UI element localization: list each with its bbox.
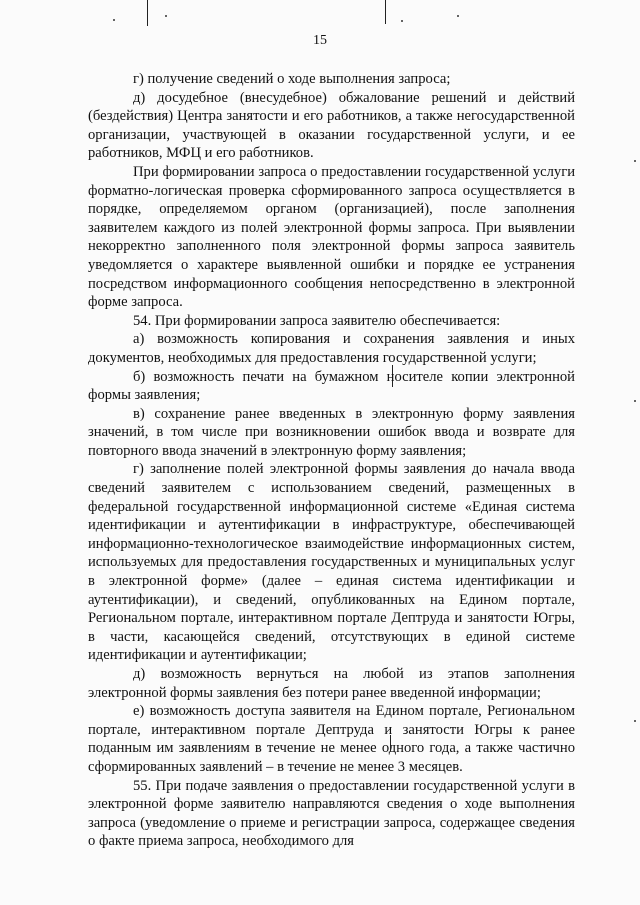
paragraph-54: 54. При формировании запроса заявителю обеспечивается: xyxy=(133,312,501,329)
scan-speck xyxy=(634,160,636,162)
paragraph-item-d-appeal: д) досудебное (внесудебное) обжалование решений и действий (бездействия) Центра занятости и его работников, а также негосударственной организации, участвующей в оказании государственной услуги, и ее работников, МФЦ и его работников. xyxy=(88,89,575,162)
scan-speck xyxy=(457,15,459,17)
paragraph-54-g: г) заполнение полей электронной формы заявления до начала ввода сведений заявителем с использованием сведений, размещенных в федеральной государственной информационной системе «Единая система идентификации и аутентификации в инфраструктуре, обеспечивающей информационно-технологическое взаимодействие информационных систем, используемых для предоставления государственных и муниципальных услуг в электронной форме» (далее – единая система идентификации и аутентификации), и сведений, опубликованных на Едином портале, Региональном портале, интерактивном портале Дептруда и занятости Югры, в части, касающейся сведений, отсутствующих в единой системе идентификации и аутентификации; xyxy=(88,461,575,664)
scan-speck xyxy=(634,720,636,722)
paragraph-54-d: д) возможность вернуться на любой из этапов заполнения электронной формы заявления без потери ранее введенной информации; xyxy=(88,666,575,701)
page-number: 15 xyxy=(313,33,327,48)
scan-speck xyxy=(113,19,115,21)
paragraph-item-g-status: г) получение сведений о ходе выполнения запроса; xyxy=(133,71,451,87)
paragraph-54-e: е) возможность доступа заявителя на Едином портале, Региональном портале, интерактивном портале Дептруда и занятости Югры к ранее поданным им заявлениям в течение не менее одного года, а также частично сформированных заявлений – в течение не менее 3 месяцев. xyxy=(88,703,575,775)
paragraph-54-v: в) сохранение ранее введенных в электронную форму заявления значений, в том числе при возникновении ошибок ввода и возврате для повторного ввода значений в электронную форму заявления; xyxy=(88,405,575,459)
scan-speck xyxy=(401,20,403,22)
paragraph-54-b: б) возможность печати на бумажном носителе копии электронной формы заявления; xyxy=(88,368,575,404)
scan-mark xyxy=(147,0,148,26)
scan-mark xyxy=(385,0,386,24)
scan-speck xyxy=(165,15,167,17)
document-body xyxy=(88,70,575,851)
paragraph-54-a: а) возможность копирования и сохранения заявления и иных документов, необходимых для предоставления государственной услуги; xyxy=(88,331,575,366)
paragraph-format-check: При формировании запроса о предоставлении государственной услуги форматно-логическая проверка сформированного запроса осуществляется в порядке, определяемом органом (организацией), после заполнения заявителем каждого из полей электронной формы запроса. При выявлении некорректно заполненного поля электронной формы запроса заявитель уведомляется о характере выявленной ошибки и порядке ее устранения посредством информационного сообщения непосредственно в электронной форме запроса. xyxy=(88,163,575,311)
scan-speck xyxy=(634,400,636,402)
paragraph-55: 55. При подаче заявления о предоставлении государственной услуги в электронной форме заявителю направляются сведения о ходе выполнения запроса (уведомление о приеме и регистрации запроса, содержащее сведения о факте приема запроса, необходимого для xyxy=(88,777,575,850)
